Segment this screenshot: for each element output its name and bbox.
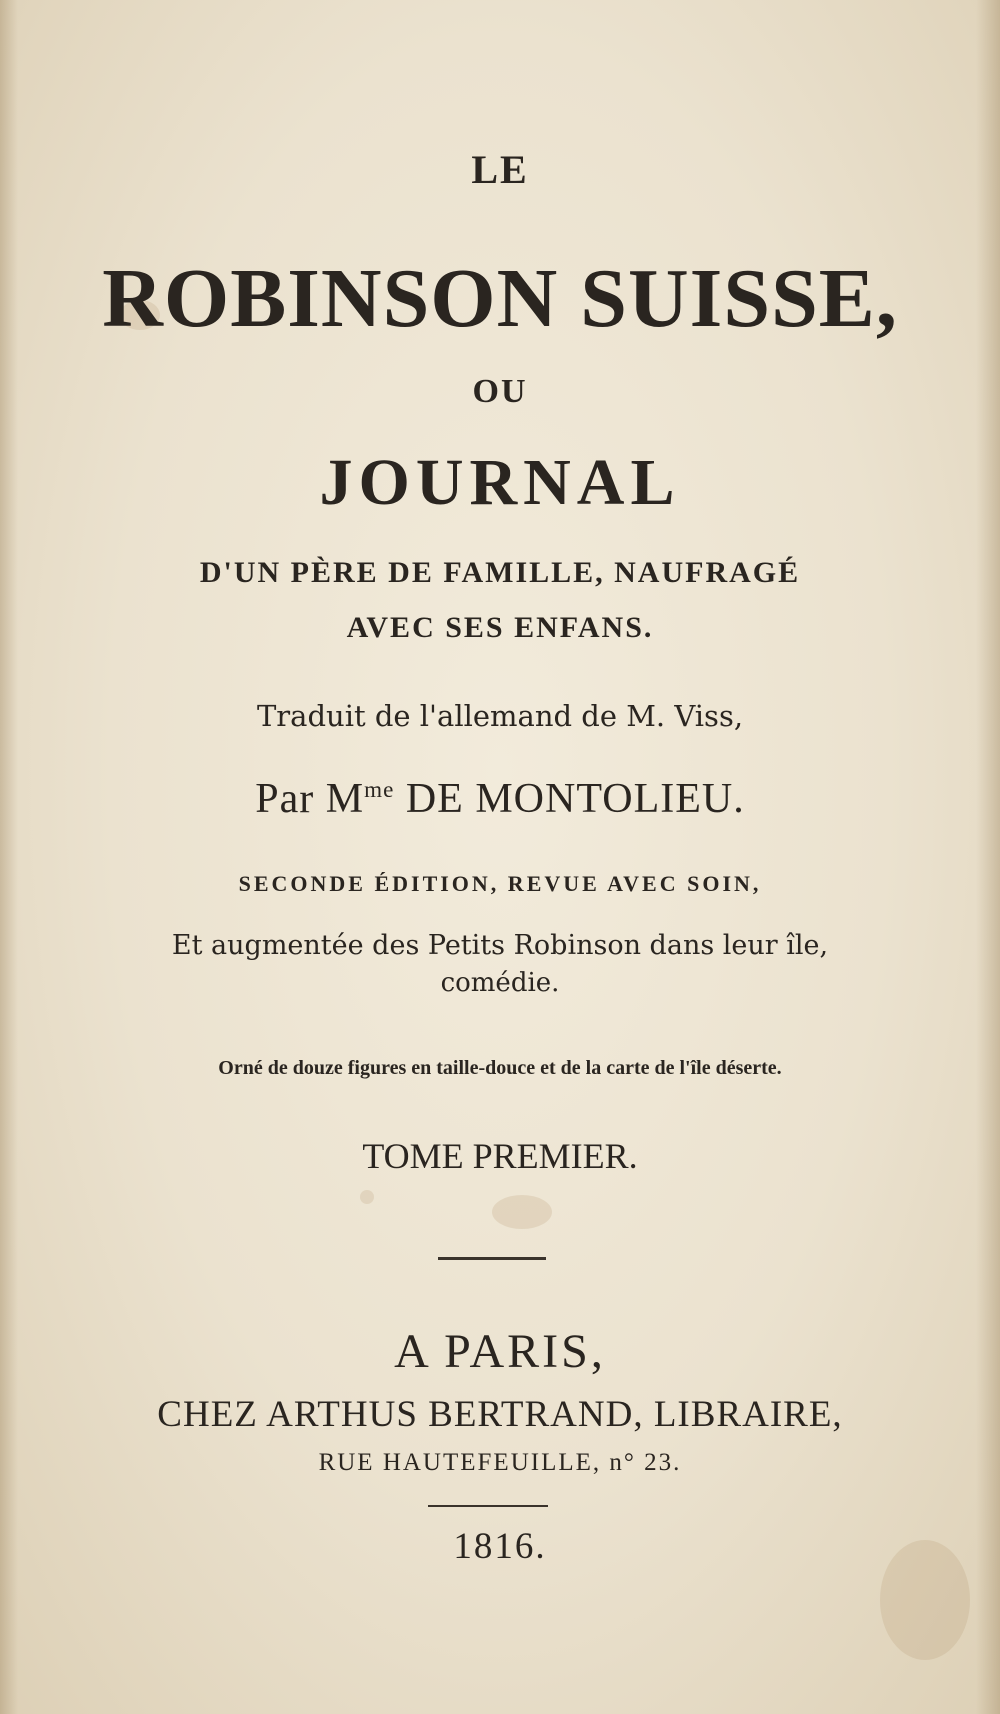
- translator-name: DE MONTOLIEU.: [394, 776, 745, 822]
- divider-rule: [428, 1505, 548, 1507]
- augmentation-note-line-2: comédie.: [440, 968, 560, 998]
- translator-credit: [0, 778, 1000, 820]
- main-title: ROBINSON SUISSE,: [102, 252, 898, 345]
- augmentation-note-line-1: Et augmentée des Petits Robinson dans leur île,: [171, 930, 829, 961]
- edition-statement: SECONDE ÉDITION, REVUE AVEC SOIN,: [238, 871, 762, 896]
- translator-title-superscript: me: [364, 776, 395, 802]
- translation-note: Traduit de l'allemand de M. Viss,: [256, 699, 744, 733]
- foxing-spot: [360, 1190, 374, 1204]
- divider-rule: [438, 1257, 546, 1260]
- title-conjunction: OU: [472, 373, 528, 410]
- imprint-year: 1816.: [453, 1526, 547, 1567]
- foxing-spot: [492, 1195, 552, 1229]
- imprint-address: RUE HAUTEFEUILLE, n° 23.: [318, 1449, 682, 1476]
- imprint-publisher: CHEZ ARTHUS BERTRAND, LIBRAIRE,: [157, 1394, 843, 1435]
- title-article: LE: [471, 147, 529, 192]
- illustrations-note: Orné de douze figures en taille-douce et de la carte de l'île déserte.: [218, 1057, 782, 1079]
- volume-label: TOME PREMIER.: [362, 1136, 638, 1176]
- translator-prefix: Par M: [255, 776, 365, 822]
- imprint-city: A PARIS,: [394, 1325, 606, 1378]
- subtitle-line-1: D'UN PÈRE DE FAMILLE, NAUFRAGÉ: [199, 556, 801, 589]
- subtitle-line-2: AVEC SES ENFANS.: [346, 611, 654, 644]
- alternate-title: JOURNAL: [319, 446, 681, 519]
